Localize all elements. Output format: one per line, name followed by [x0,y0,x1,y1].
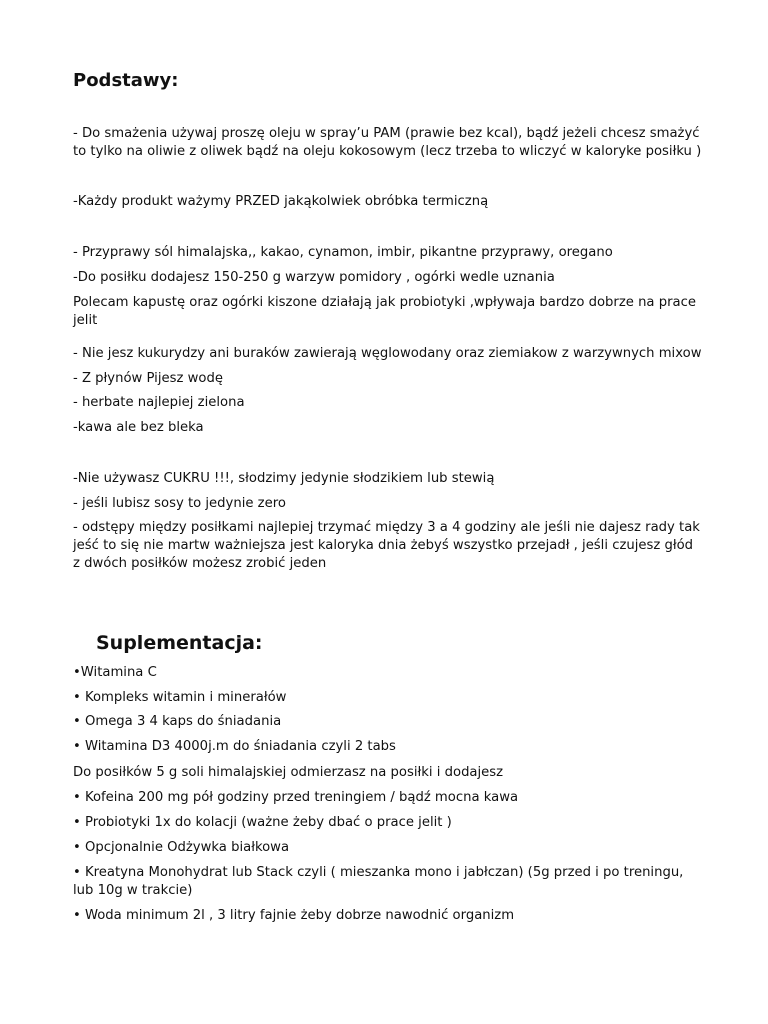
paragraph-tea: - herbate najlepiej zielona [73,395,245,410]
paragraph-frying-oil: - Do smażenia używaj proszę oleju w spray’u PAM (prawie bez kcal), bądź jeżeli chcesz smażyć to tylko na oliwie z oliwek bądź na oleju kokosowym (lecz trzeba to wliczyć w kaloryke posiłku ) [73,126,702,159]
paragraph-sauces: - jeśli lubisz sosy to jedynie zero [73,496,286,511]
supplement-item: • Witamina D3 4000j.m do śniadania czyli 2 tabs [73,739,396,754]
supplement-salt-note: Do posiłków 5 g soli himalajskiej odmierzasz na posiłki i dodajesz [73,765,504,780]
supplement-item: • Kreatyna Monohydrat lub Stack czyli ( mieszanka mono i jabłczan) (5g przed i po treningu, lub 10g w trakcie) [73,865,684,898]
paragraph-coffee: -kawa ale bez bleka [73,420,204,435]
supplement-item: • Kofeina 200 mg pół godziny przed treningiem / bądź mocna kawa [73,790,519,805]
supplement-item: • Kompleks witamin i minerałów [73,690,287,705]
paragraph-water: - Z płynów Pijesz wodę [73,371,223,386]
supplement-item: • Opcjonalnie Odżywka białkowa [73,840,290,855]
section-heading-suplementacja: Suplementacja: [96,632,263,654]
section-heading-podstawy: Podstawy: [73,70,179,91]
supplement-item: •Witamina C [73,665,157,680]
paragraph-vegetables: -Do posiłku dodajesz 150-250 g warzyw pomidory , ogórki wedle uznania [73,270,555,285]
supplement-item: • Woda minimum 2l , 3 litry fajnie żeby dobrze nawodnić organizm [73,908,515,923]
supplement-item: • Probiotyki 1x do kolacji (ważne żeby dbać o prace jelit ) [73,815,452,830]
paragraph-weighing: -Każdy produkt ważymy PRZED jakąkolwiek obróbka termiczną [73,194,489,209]
paragraph-no-sugar: -Nie używasz CUKRU !!!, słodzimy jedynie słodzikiem lub stewią [73,471,495,486]
paragraph-meal-intervals: - odstępy między posiłkami najlepiej trzymać między 3 a 4 godziny ale jeśli nie dajesz rady tak jeść to się nie martw ważniejsza jest kaloryka dnia żebyś wszystko przejadł , jeśli czujesz głód z dwóch posiłków możesz zrobić jeden [73,520,700,571]
paragraph-spices: - Przyprawy sól himalajska,, kakao, cynamon, imbir, pikantne przyprawy, oregano [73,245,613,260]
paragraph-no-corn: - Nie jesz kukurydzy ani buraków zawierają węglowodany oraz ziemiakow z warzywnych mixow [73,346,702,361]
supplement-item: • Omega 3 4 kaps do śniadania [73,714,282,729]
paragraph-pickles: Polecam kapustę oraz ogórki kiszone działają jak probiotyki ,wpływaja bardzo dobrze na prace jelit [73,295,696,328]
